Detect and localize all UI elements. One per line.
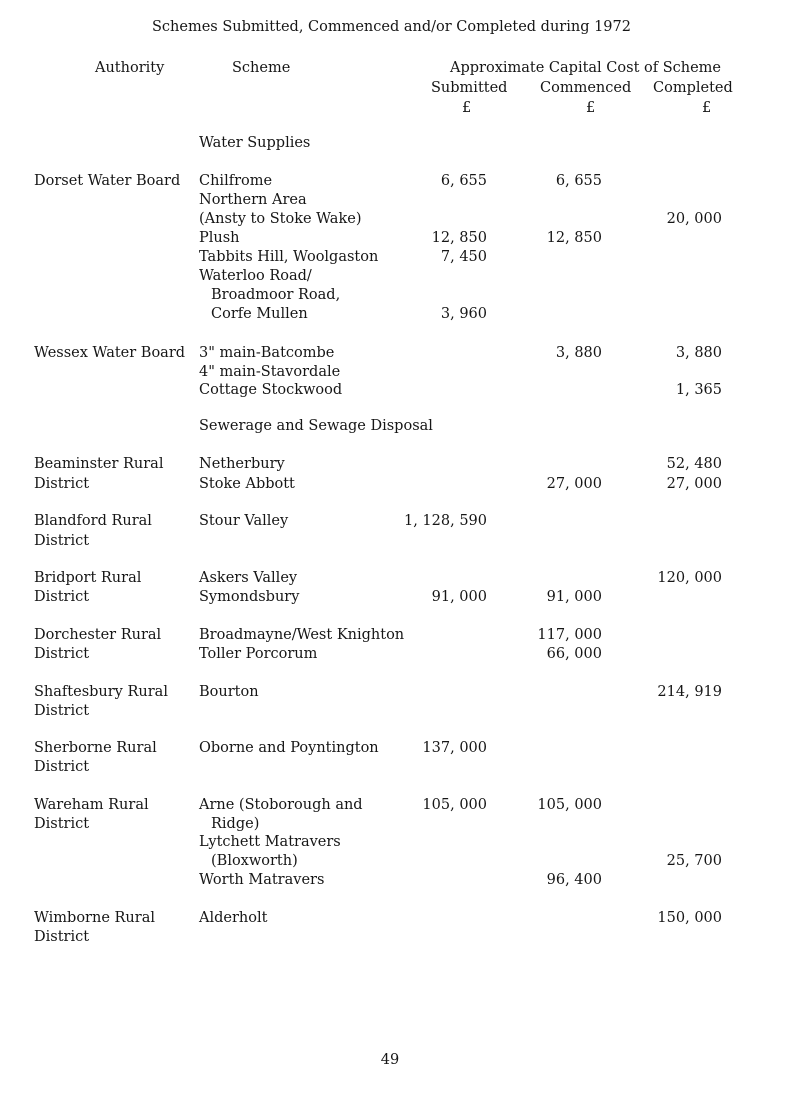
submitted-cost: 137, 000	[422, 740, 487, 756]
scheme-name: Tabbits Hill, Woolgaston	[199, 249, 379, 265]
scheme-name: Arne (Stoborough and	[199, 797, 363, 813]
submitted-cost: 1, 128, 590	[403, 513, 487, 529]
scheme-name: Broadmoor Road,	[211, 287, 341, 303]
completed-cost: 3, 880	[675, 345, 722, 361]
section-heading: Water Supplies	[199, 135, 311, 151]
completed-cost: 25, 700	[666, 853, 722, 869]
completed-column-header: Completed	[653, 80, 733, 96]
authority-name: District	[34, 929, 90, 945]
commenced-cost: 96, 400	[546, 872, 602, 888]
scheme-name: Bourton	[199, 684, 259, 700]
scheme-name: Toller Porcorum	[199, 646, 318, 662]
scheme-name: Lytchett Matravers	[199, 834, 341, 850]
submitted-cost: 6, 655	[440, 173, 487, 189]
commenced-cost: 6, 655	[555, 173, 602, 189]
submitted-cost: 91, 000	[431, 589, 487, 605]
scheme-name: Symondsbury	[199, 589, 300, 605]
completed-cost: 27, 000	[666, 476, 722, 492]
completed-cost: 214, 919	[657, 684, 722, 700]
authority-name: District	[34, 703, 90, 719]
authority-name: District	[34, 759, 90, 775]
page-title: Schemes Submitted, Commenced and/or Completed during 1972	[152, 19, 631, 35]
authority-name: Bridport Rural	[34, 570, 142, 586]
completed-cost: 52, 480	[666, 456, 722, 472]
commenced-currency: £	[586, 100, 596, 116]
scheme-name: Oborne and Poyntington	[199, 740, 379, 756]
completed-currency: £	[702, 100, 712, 116]
authority-column-header: Authority	[95, 60, 165, 76]
completed-cost: 150, 000	[657, 910, 722, 926]
authority-name: Wareham Rural	[34, 797, 149, 813]
scheme-name: Broadmayne/West Knighton	[199, 627, 405, 643]
section-heading: Sewerage and Sewage Disposal	[199, 418, 433, 434]
authority-name: Beaminster Rural	[34, 456, 164, 472]
completed-cost: 120, 000	[657, 570, 722, 586]
scheme-name: Chilfrome	[199, 173, 273, 189]
authority-name: District	[34, 646, 90, 662]
completed-cost: 1, 365	[675, 382, 722, 398]
scheme-name: Ridge)	[211, 816, 260, 832]
submitted-cost: 3, 960	[440, 306, 487, 322]
scheme-name: (Bloxworth)	[211, 853, 298, 869]
authority-name: Dorset Water Board	[34, 173, 181, 189]
commenced-cost: 117, 000	[537, 627, 602, 643]
scheme-name: Askers Valley	[199, 570, 298, 586]
commenced-column-header: Commenced	[540, 80, 632, 96]
authority-name: Shaftesbury Rural	[34, 684, 168, 700]
authority-name: District	[34, 589, 90, 605]
authority-name: Wimborne Rural	[34, 910, 155, 926]
authority-name: Blandford Rural	[34, 513, 152, 529]
scheme-name: 4" main-Stavordale	[199, 364, 341, 380]
authority-name: District	[34, 816, 90, 832]
scheme-name: Northern Area	[199, 192, 307, 208]
scheme-name: Stoke Abbott	[199, 476, 295, 492]
scheme-name: Cottage Stockwood	[199, 382, 343, 398]
scheme-name: Corfe Mullen	[211, 306, 308, 322]
scheme-name: Plush	[199, 230, 240, 246]
commenced-cost: 3, 880	[555, 345, 602, 361]
submitted-cost: 105, 000	[422, 797, 487, 813]
commenced-cost: 12, 850	[546, 230, 602, 246]
scheme-name: Stour Valley	[199, 513, 289, 529]
submitted-cost: 12, 850	[431, 230, 487, 246]
scheme-name: Worth Matravers	[199, 872, 325, 888]
authority-name: Wessex Water Board	[34, 345, 186, 361]
scheme-name: 3" main-Batcombe	[199, 345, 335, 361]
cost-column-header: Approximate Capital Cost of Scheme	[450, 60, 722, 76]
scheme-name: Waterloo Road/	[199, 268, 312, 284]
scheme-name: Netherbury	[199, 456, 285, 472]
authority-name: District	[34, 476, 90, 492]
submitted-cost: 7, 450	[440, 249, 487, 265]
authority-name: Dorchester Rural	[34, 627, 162, 643]
submitted-currency: £	[462, 100, 472, 116]
completed-cost: 20, 000	[666, 211, 722, 227]
scheme-name: Alderholt	[199, 910, 268, 926]
commenced-cost: 105, 000	[537, 797, 602, 813]
authority-name: Sherborne Rural	[34, 740, 157, 756]
page-number: 49	[380, 1052, 400, 1068]
submitted-column-header: Submitted	[431, 80, 508, 96]
authority-name: District	[34, 533, 90, 549]
scheme-name: (Ansty to Stoke Wake)	[199, 211, 362, 227]
commenced-cost: 91, 000	[546, 589, 602, 605]
scheme-column-header: Scheme	[232, 60, 291, 76]
commenced-cost: 66, 000	[546, 646, 602, 662]
commenced-cost: 27, 000	[546, 476, 602, 492]
